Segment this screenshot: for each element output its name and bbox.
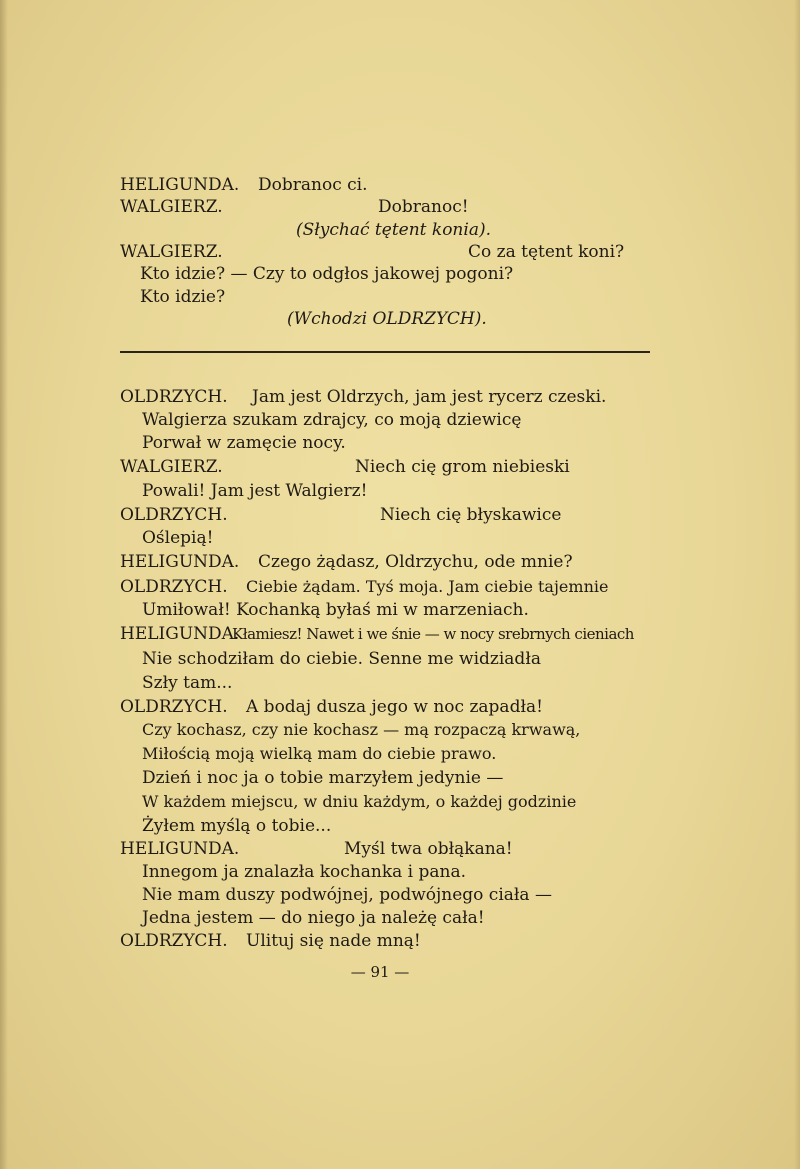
verse-line: Umiłował! Kochanką byłaś mi w marzeniach. (142, 600, 529, 620)
speaker-name: OLDRZYCH. (120, 931, 228, 951)
verse-line: Jedna jestem — do niego ja należę cała! (142, 908, 485, 928)
verse-text: Niech cię grom niebieski (355, 457, 570, 477)
verse-line: Powali! Jam jest Walgierz! (142, 481, 368, 501)
speaker-name: HELIGUNDA. (120, 175, 240, 195)
verse-line: Nie mam duszy podwójnej, podwójnego ciała — (142, 885, 552, 905)
verse-text: Czego żądasz, Oldrzychu, ode mnie? (258, 552, 573, 572)
speaker-name: HELIGUNDA. (120, 839, 240, 859)
verse-text: Jam jest Oldrzych, jam jest rycerz czeski. (252, 387, 607, 407)
speaker-name: HELIGUNDA. (120, 624, 240, 644)
verse-line: Oślepią! (142, 528, 214, 548)
speaker-name: OLDRZYCH. (120, 387, 228, 407)
verse-text: Myśl twa obłąkana! (344, 839, 513, 859)
speaker-name: OLDRZYCH. (120, 577, 228, 597)
verse-line: Miłością moją wielką mam do ciebie prawo. (142, 744, 497, 763)
speaker-name: OLDRZYCH. (120, 697, 228, 717)
verse-text: Ulituj się nade mną! (246, 931, 421, 951)
speaker-name: WALGIERZ. (120, 457, 223, 477)
speaker-name: WALGIERZ. (120, 197, 223, 217)
verse-text: Dobranoc! (378, 197, 469, 217)
speaker-name: OLDRZYCH. (120, 505, 228, 525)
verse-text: Dobranoc ci. (258, 175, 368, 195)
verse-text: Co za tętent koni? (468, 242, 625, 262)
verse-line: Walgierza szukam zdrajcy, co moją dziewicę (142, 410, 522, 430)
page-number: — 91 — (350, 963, 410, 981)
stage-direction: (Wchodzi OLDRZYCH). (287, 309, 487, 329)
verse-line: Kto idzie? — Czy to odgłos jakowej pogoni? (140, 264, 514, 284)
section-divider (120, 351, 650, 353)
speaker-name: HELIGUNDA. (120, 552, 240, 572)
verse-line: Innegom ja znalazła kochanka i pana. (142, 862, 467, 882)
verse-line: Nie schodziłam do ciebie. Senne me widziadła (142, 649, 541, 669)
verse-line: Szły tam... (142, 673, 233, 693)
verse-text: Kłamiesz! Nawet i we śnie — w nocy srebrnych cieniach (232, 625, 634, 643)
verse-line: W każdem miejscu, w dniu każdym, o każdej godzinie (142, 792, 577, 811)
verse-line: Kto idzie? (140, 287, 226, 307)
stage-direction: (Słychać tętent konia). (296, 220, 491, 240)
speaker-name: WALGIERZ. (120, 242, 223, 262)
verse-line: Dzień i noc ja o tobie marzyłem jedynie — (142, 768, 504, 788)
verse-text: Ciebie żądam. Tyś moja. Jam ciebie tajemnie (246, 577, 609, 596)
verse-line: Porwał w zamęcie nocy. (142, 433, 346, 453)
verse-text: A bodaj dusza jego w noc zapadła! (246, 697, 543, 717)
verse-line: Czy kochasz, czy nie kochasz — mą rozpaczą krwawą, (142, 720, 581, 739)
page-edge-right (794, 0, 800, 1169)
verse-text: Niech cię błyskawice (380, 505, 562, 525)
page-edge-left (0, 0, 8, 1169)
verse-line: Żyłem myślą o tobie... (142, 816, 332, 836)
